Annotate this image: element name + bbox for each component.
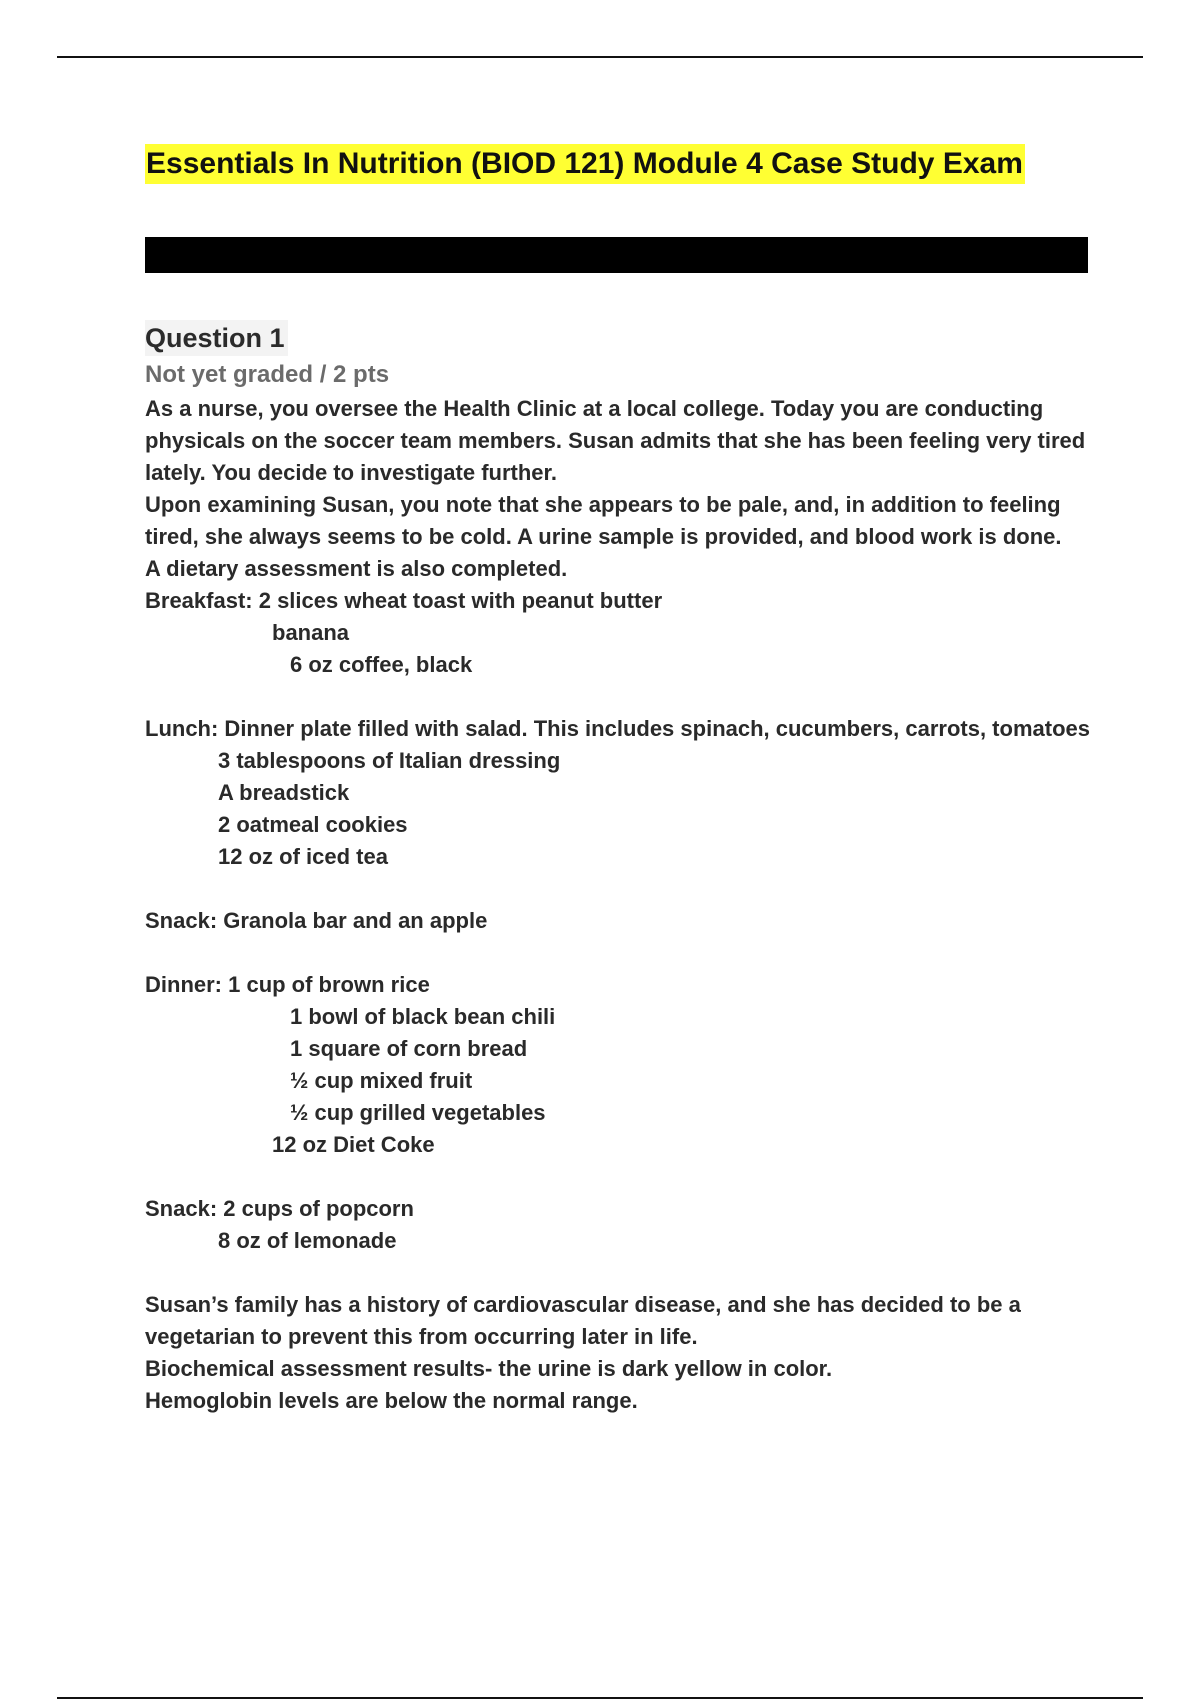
document-content (145, 144, 1090, 1413)
snack-item: 8 oz of lemonade (218, 1228, 397, 1253)
dinner-item: 12 oz Diet Coke (272, 1132, 435, 1157)
breakfast-item: 6 oz coffee, black (290, 652, 473, 677)
page-bottom-rule (57, 1697, 1143, 1699)
snack-line: Snack: Granola bar and an apple (145, 908, 488, 933)
dinner-item: 1 bowl of black bean chili (290, 1004, 556, 1029)
document-title: Essentials In Nutrition (BIOD 121) Module 4 Case Study Exam (145, 144, 1025, 184)
question-body (145, 393, 1090, 1417)
intro-paragraph: A dietary assessment is also completed. (145, 556, 568, 581)
breakfast-line: Breakfast: 2 slices wheat toast with peanut butter (145, 588, 663, 613)
dinner-item: 1 square of corn bread (290, 1036, 528, 1061)
lunch-item: 2 oatmeal cookies (218, 812, 408, 837)
question-grade: Not yet graded / 2 pts (145, 361, 390, 388)
redaction-bar (145, 237, 1088, 273)
breakfast-item: banana (272, 620, 350, 645)
dinner-line: Dinner: 1 cup of brown rice (145, 972, 430, 997)
closing-paragraph: Susan’s family has a history of cardiovascular disease, and she has decided to be a vegetarian to prevent this from occurring later in life. (145, 1292, 1021, 1349)
lunch-item: 12 oz of iced tea (218, 844, 388, 869)
intro-paragraph: Upon examining Susan, you note that she appears to be pale, and, in addition to feeling tired, she always seems to be cold. A urine sample is provided, and blood work is done. (145, 492, 1062, 549)
lunch-item: A breadstick (218, 780, 350, 805)
dinner-item: ½ cup mixed fruit (290, 1068, 473, 1093)
dinner-item: ½ cup grilled vegetables (290, 1100, 546, 1125)
snack-line: Snack: 2 cups of popcorn (145, 1196, 414, 1221)
lunch-item: 3 tablespoons of Italian dressing (218, 748, 561, 773)
closing-paragraph: Biochemical assessment results- the urine is dark yellow in color. (145, 1356, 833, 1381)
closing-paragraph: Hemoglobin levels are below the normal range. (145, 1388, 638, 1413)
question-heading: Question 1 (145, 320, 288, 356)
intro-paragraph: As a nurse, you oversee the Health Clinic at a local college. Today you are conducting physicals on the soccer team members. Susan admits that she has been feeling very tired lately. You decide to investigate further. (145, 396, 1086, 485)
page-top-rule (57, 56, 1143, 58)
lunch-line: Lunch: Dinner plate filled with salad. This includes spinach, cucumbers, carrots, tomatoes (145, 716, 1090, 741)
